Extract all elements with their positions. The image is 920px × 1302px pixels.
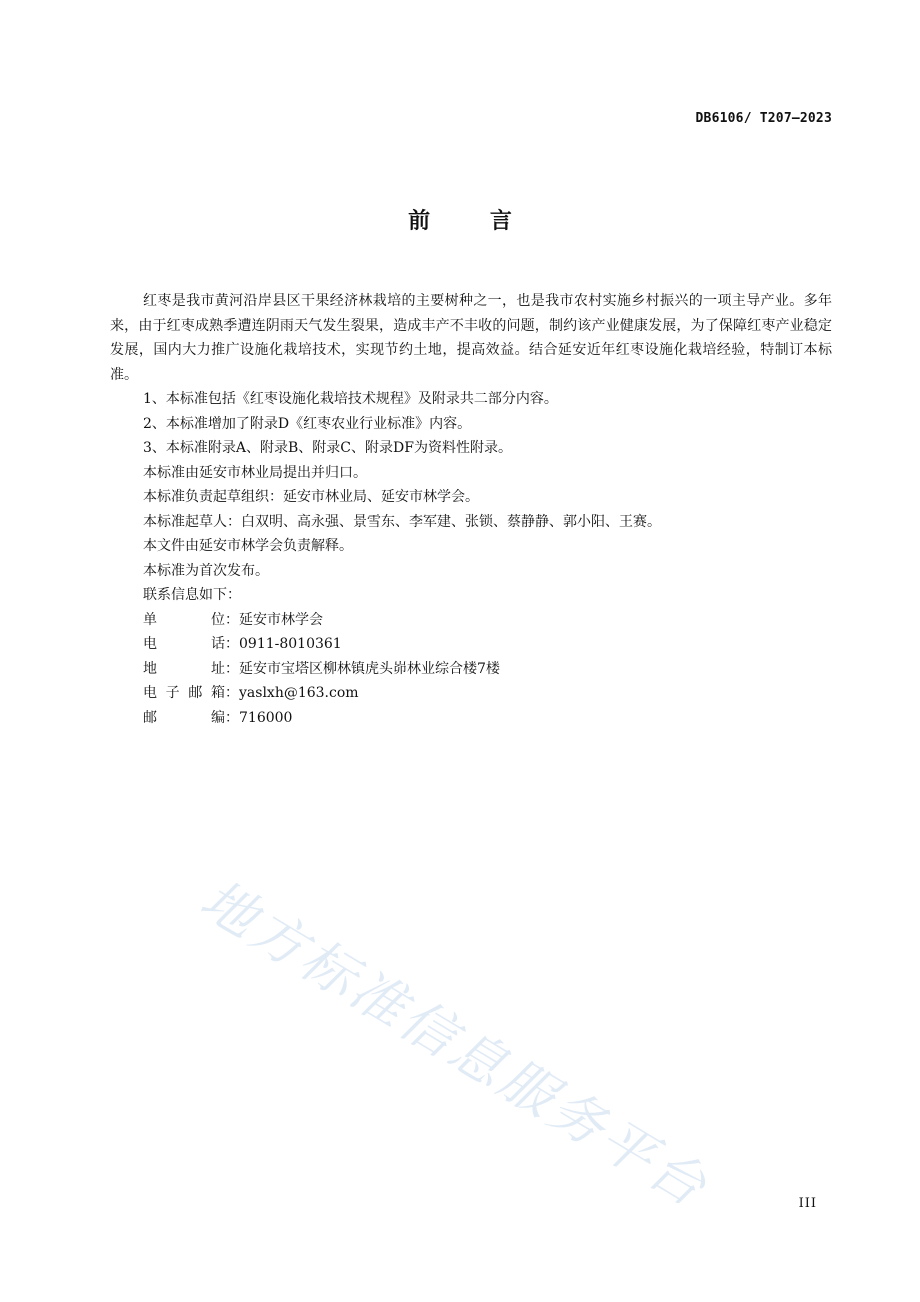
contact-value: 延安市宝塔区柳林镇虎头峁林业综合楼7楼: [239, 660, 500, 677]
contact-label: [143, 608, 225, 633]
label-char: 单: [143, 611, 157, 628]
drafting-organization-line: 本标准负责起草组织：延安市林业局、延安市林学会。: [143, 489, 479, 505]
page-title: 前 言: [408, 209, 538, 234]
label-char: 箱: [210, 685, 225, 701]
contact-label: [143, 681, 225, 706]
label-char: 电: [143, 685, 157, 701]
contact-label: [143, 657, 225, 682]
contact-address-row: [110, 657, 832, 682]
drafters-line: 本标准起草人：白双明、高永强、景雪东、李军建、张锁、蔡静静、郭小阳、王赛。: [143, 513, 661, 530]
label-char: 话: [211, 636, 225, 652]
page-number: III: [798, 1196, 817, 1211]
intro-paragraph: 红枣是我市黄河沿岸县区干果经济林栽培的主要树种之一，也是我市农村实施乡村振兴的一项主导产业。多年来，由于红枣成熟季遭连阴雨天气发生裂果，造成丰产不丰收的问题，制约该产业健康发展，为了保障红枣产业稳定发展，国内大力推广设施化栽培技术，实现节约土地，提高效益。结合延安近年红枣设施化栽培经验，特制订本标准。: [110, 293, 832, 383]
separator: ：: [225, 660, 239, 677]
label-char: 邮: [188, 685, 203, 701]
contact-value: yaslxh@163.com: [239, 685, 359, 701]
contact-phone-row: [110, 632, 832, 657]
first-release-line: 本标准为首次发布。: [143, 562, 269, 579]
separator: ：: [225, 636, 239, 652]
label-char: 电: [143, 636, 157, 652]
contact-label: [143, 706, 225, 731]
separator: ：: [225, 685, 239, 701]
contact-heading: 联系信息如下：: [143, 587, 241, 603]
watermark: 地方标准信息服务平台: [189, 867, 720, 1221]
contact-postcode-row: [110, 706, 832, 731]
label-char: 编: [211, 709, 225, 726]
proposer-line: 本标准由延安市林业局提出并归口。: [143, 464, 367, 481]
interpretation-line: 本文件由延安市林学会负责解释。: [143, 538, 353, 554]
content-line-2: 2、本标准增加了附录D《红枣农业行业标准》内容。: [143, 415, 472, 432]
contact-unit-row: [110, 608, 832, 633]
label-char: 址: [211, 660, 225, 677]
contact-label: [143, 632, 225, 657]
contact-email-row: [110, 681, 832, 706]
label-char: 地: [143, 660, 157, 677]
contact-value: 716000: [239, 709, 293, 726]
label-char: 子: [165, 685, 180, 701]
content-line-3: 3、本标准附录A、附录B、附录C、附录DF为资料性附录。: [143, 440, 512, 456]
separator: ：: [225, 709, 239, 726]
label-char: 位: [211, 611, 225, 628]
label-char: 邮: [143, 709, 157, 726]
content-line-1: 1、本标准包括《红枣设施化栽培技术规程》及附录共二部分内容。: [143, 391, 558, 407]
contact-value: 0911-8010361: [239, 636, 342, 652]
separator: ：: [225, 611, 239, 628]
document-code: DB6106/ T207—2023: [695, 111, 832, 126]
foreword-body: [110, 289, 832, 730]
contact-value: 延安市林学会: [239, 611, 323, 628]
